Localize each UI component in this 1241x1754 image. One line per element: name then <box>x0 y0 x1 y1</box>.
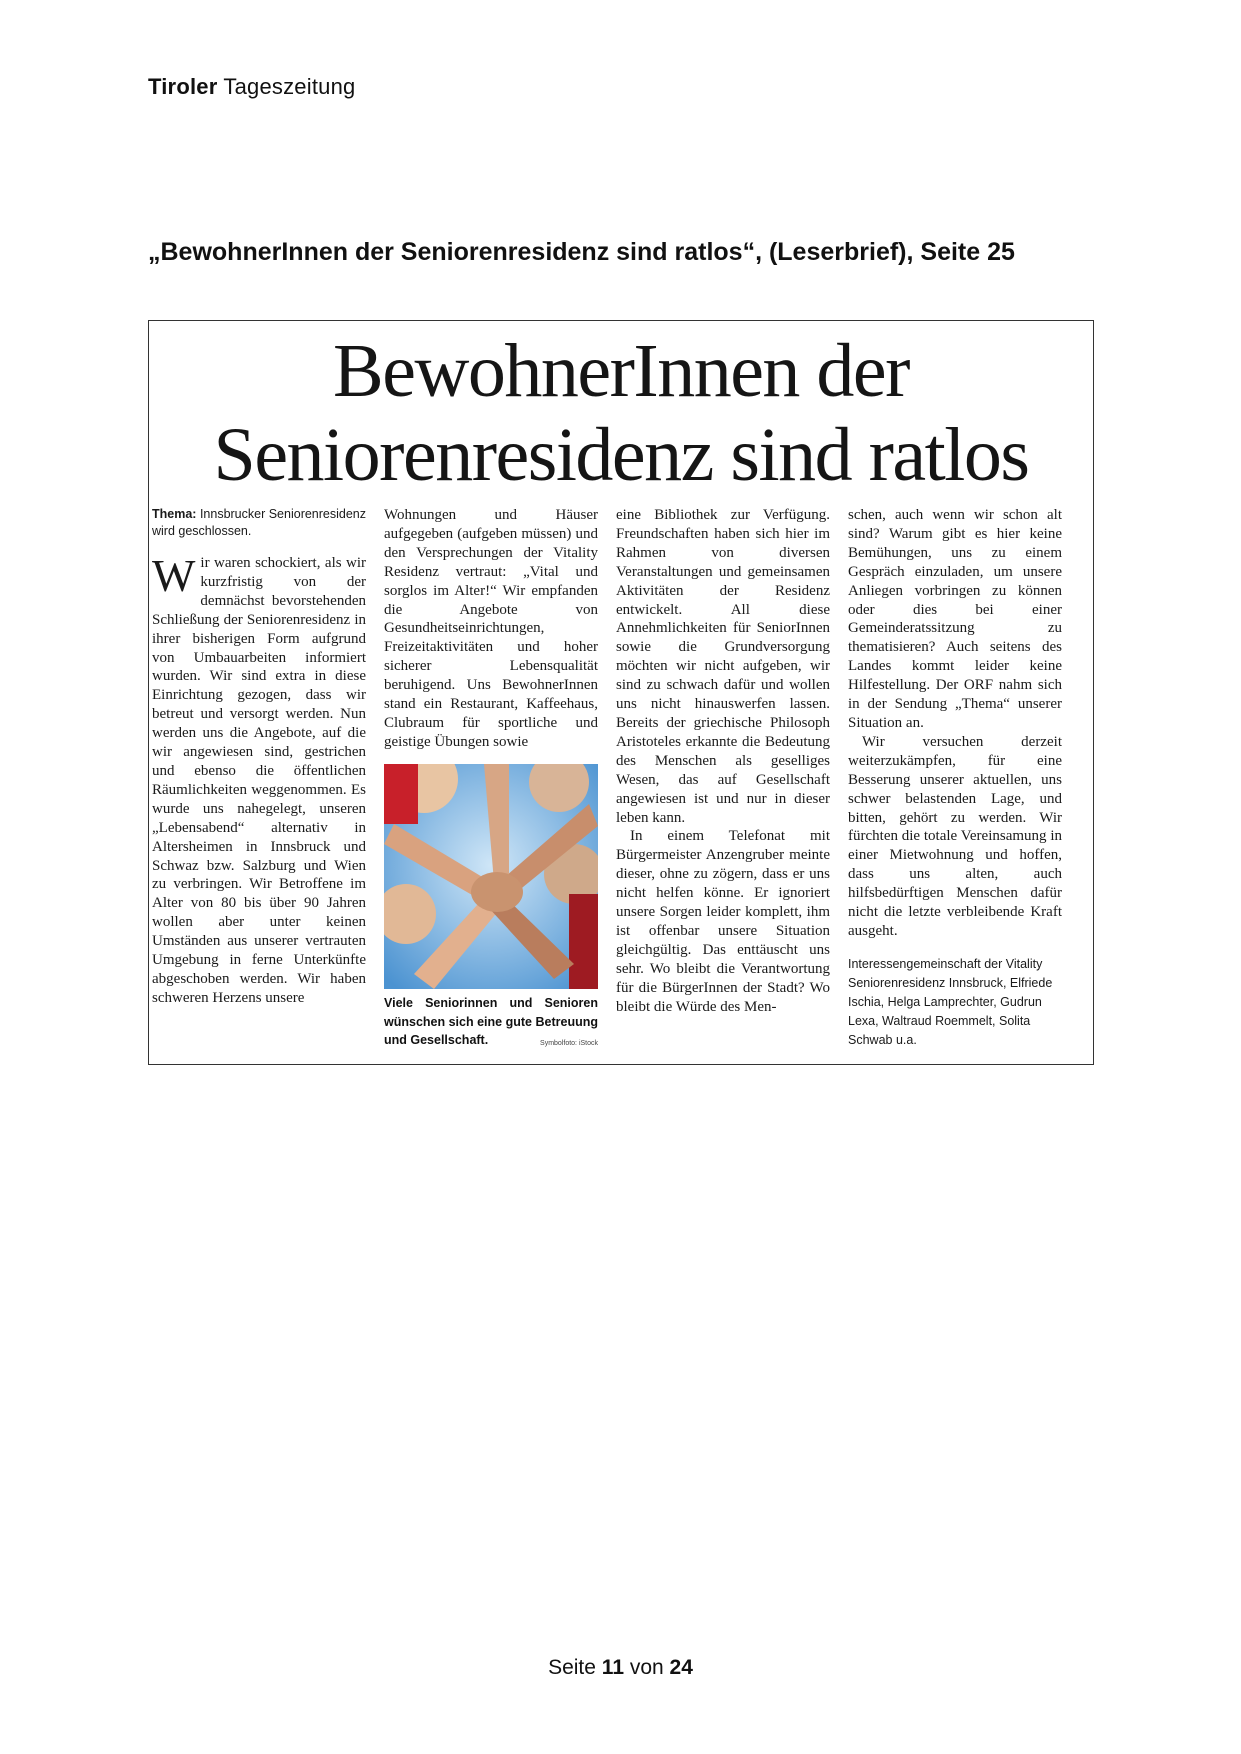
article-column-1 <box>152 506 366 1008</box>
caption-text: Viele Seniorinnen und Senioren wünschen sich eine gute Betreuung und Gesellschaft. <box>384 996 598 1047</box>
article-column-3 <box>616 506 830 1016</box>
footer-current-page: 11 <box>601 1656 624 1679</box>
article-column-2 <box>384 506 598 752</box>
publication-name-bold: Tiroler <box>148 74 218 99</box>
column-4-paragraph-2: Wir versuchen derzeit weiterzukämpfen, für eine Besserung unserer aktuellen, uns schwer belastenden Lage, und bitten, gehört zu werden. Wir fürchten die totale Vereinsamung in einer Mietwohnung und hoffen, dass uns alten, auch hilfsbedürftigen Menschen dafür nicht die letzte verbleibende Kraft ausgeht. <box>848 733 1062 939</box>
article-headline <box>149 329 1093 497</box>
headline-line-1: BewohnerInnen der <box>333 329 909 413</box>
publication-name <box>148 74 355 100</box>
column-1-text <box>152 550 366 1008</box>
thema-label: Thema: <box>152 507 197 521</box>
column-3-paragraph-2: In einem Telefonat mit Bürgermeister Anzengruber meinte dieser, ohne zu zögern, dass er uns nicht helfen könne. Er ignoriert unsere Sorgen leider komplett, ihm ist offenbar unsere Situation gleichgültig. Das enttäuscht uns sehr. Wo bleibt die Verantwortung für die BürgerInnen der Stadt? Wo bleibt die Würde des Men- <box>616 828 830 1015</box>
photo-illustration <box>384 764 598 989</box>
photo-credit: Symbolfoto: iStock <box>540 1040 598 1047</box>
footer-middle: von <box>629 1656 664 1679</box>
document-title: „BewohnerInnen der Seniorenresidenz sind ratlos“, (Leserbrief), Seite 25 <box>148 238 1015 266</box>
dropcap: W <box>152 550 196 601</box>
photo-caption <box>384 994 598 1054</box>
article-column-4 <box>848 506 1062 1050</box>
page-footer <box>0 1656 1241 1680</box>
publication-name-rest: Tageszeitung <box>223 74 356 99</box>
newspaper-clipping <box>148 320 1094 1065</box>
column-3-paragraph-1: eine Bibliothek zur Verfügung. Freundschaften haben sich hier im Rahmen von diversen Veranstaltungen und gemeinsamen Aktivitäten der Residenz entwickelt. All diese Annehmlichkeiten für SeniorInnen sowie die Grundversorgung möchten wir nicht aufgeben, wir sind zu schwach dafür und wollen uns nicht hinauswerfen lassen. Bereits der griechische Philosoph Aristoteles erkannte die Bedeutung des Menschen als geselliges Wesen, das auf Gesellschaft angewiesen ist und nur in dieser leben kann. <box>616 507 830 826</box>
headline-line-2: Seniorenresidenz sind ratlos <box>213 413 1029 497</box>
column-4-paragraph-1: schen, auch wenn wir schon alt sind? Warum gibt es hier keine Bemühungen, uns zu einem Gespräch einzuladen, um unsere Anliegen vorbringen zu können oder dies bei einer Gemeinderatssitzung zu thematisieren? Auch seitens des Landes kommt leider keine Hilfestellung. Der ORF nahm sich in der Sendung „Thema“ unserer Situation an. <box>848 507 1062 731</box>
thema-line <box>152 506 366 540</box>
thema-text: Innsbrucker Seniorenresidenz wird geschlossen. <box>152 507 367 538</box>
column-2-text: Wohnungen und Häuser aufgegeben (aufgeben müssen) und den Versprechungen der Vitality Residenz vertraut: „Vital und sorglos im Alter!“ Wir empfanden die Angebote von Gesundheitseinrichtungen, Freizeitaktivitäten und hoher sicherer Lebensqualität beruhigend. Uns BewohnerInnen stand ein Restaurant, Kaffeehaus, Clubraum für sportliche und geistige Übungen sowie <box>384 507 598 750</box>
letter-signature: Interessengemeinschaft der Vitality Seniorenresidenz Innsbruck, Elfriede Ischia, Helga Lamprechter, Gudrun Lexa, Waltraud Roemmelt, Solita Schwab u.a. <box>848 956 1053 1047</box>
hands-stacked-photo <box>384 764 598 989</box>
footer-total-pages: 24 <box>669 1656 693 1679</box>
footer-prefix: Seite <box>548 1656 596 1679</box>
column-1-body: ir waren schockiert, als wir kurzfristig von der demnächst bevorstehenden Schließung der Seniorenresidenz in ihrer bisherigen Form aufgrund von Umbauarbeiten informiert wurden. Wir sind extra in diese Einrichtung gezogen, dass wir betreut und versorgt werden. Nun werden uns die Angebote, auf die wir angewiesen sind, gestrichen und ebenso die öffentlichen Räumlichkeiten weggenommen. Es wurde uns nahegelegt, unseren „Lebensabend“ alternativ in Altersheimen in Innsbruck und Schwaz bzw. Salzburg und Wien zu verbringen. Wir Betroffene im Alter von 80 bis über 90 Jahren wollen aber unter keinen Umständen aus unserer vertrauten Umgebung in ferne Unterkünfte abgeschoben werden. Wir haben schweren Herzens unsere <box>152 555 366 1006</box>
